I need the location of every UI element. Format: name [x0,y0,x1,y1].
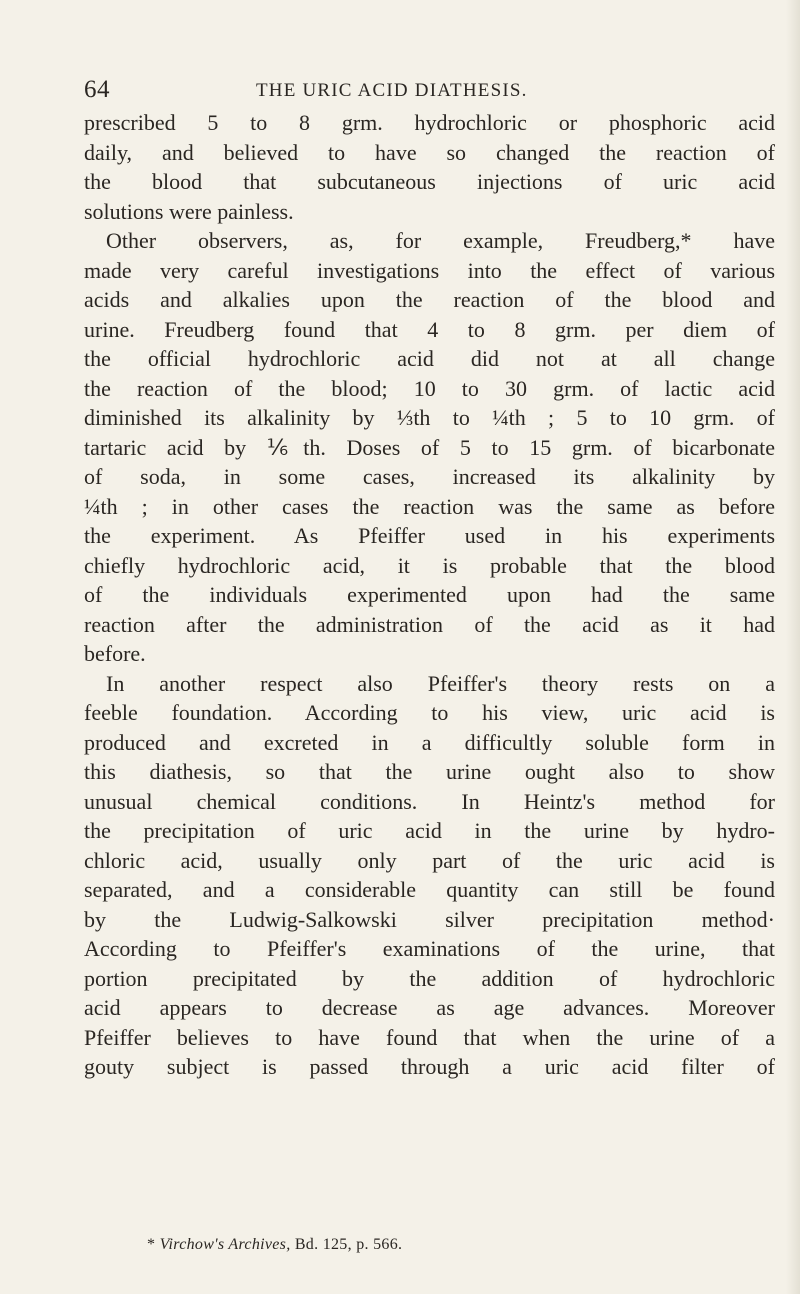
text-line: acid appears to decrease as age advances. Moreover [84,995,775,1020]
text-line: feeble foundation. According to his view, uric acid is [84,700,775,725]
text-line: In another respect also Pfeiffer's theory rests on a [106,670,775,696]
text-line: ¼th ; in other cases the reaction was the same as before [84,493,775,519]
text-line: by the Ludwig-Salkowski silver precipitation method· [84,906,775,932]
text-line: separated, and a considerable quantity can still be found [84,877,775,902]
running-title: THE URIC ACID DIATHESIS. [256,80,528,101]
text-line: gouty subject is passed through a uric acid filter of [84,1054,775,1079]
page-edge-shade [786,0,800,1294]
text-line: before. [84,641,146,666]
text-line: this diathesis, so that the urine ought also to show [84,759,775,784]
text-line: diminished its alkalinity by ⅓th to ¼th ; 5 to 10 grm. of [84,405,775,430]
page-number: 64 [84,76,110,103]
text-line: Pfeiffer believes to have found that when the urine of a [84,1024,775,1050]
text-line: unusual chemical conditions. In Heintz's method for [84,788,775,814]
text-line: urine. Freudberg found that 4 to 8 grm. per diem of [84,316,775,342]
footnote-marker: * [147,1236,156,1253]
footnote-citation: Bd. 125, p. 566. [294,1236,403,1253]
text-line: acids and alkalies upon the reaction of the blood and [84,287,775,312]
text-line: the experiment. As Pfeiffer used in his experiments [84,523,775,548]
footnote-source: Virchow's Archives, [159,1236,291,1253]
text-line: reaction after the administration of the acid as it had [84,611,775,637]
text-line: Other observers, as, for example, Freudberg,* have [106,228,775,253]
text-line: chiefly hydrochloric acid, it is probable that the blood [84,552,775,578]
text-line: the official hydrochloric acid did not at all change [84,346,775,371]
text-line: prescribed 5 to 8 grm. hydrochloric or phosphoric acid [84,110,775,135]
text-line: chloric acid, usually only part of the uric acid is [84,847,775,873]
text-line: of soda, in some cases, increased its alkalinity by [84,464,775,489]
text-line: produced and excreted in a difficultly soluble form in [84,729,775,755]
text-line: solutions were painless. [84,198,294,224]
text-line: daily, and believed to have so changed the reaction of [84,139,775,165]
running-head [84,76,774,104]
text-line: made very careful investigations into the effect of various [84,257,775,283]
text-line: tartaric acid by ⅙th. Doses of 5 to 15 grm. of bicarbonate [84,434,775,460]
text-line: the blood that subcutaneous injections of uric acid [84,169,775,194]
body-text [84,108,775,1082]
text-line: portion precipitated by the addition of hydrochloric [84,965,775,991]
text-line: of the individuals experimented upon had the same [84,582,775,607]
text-line: the precipitation of uric acid in the urine by hydro- [84,818,775,843]
text-line: the reaction of the blood; 10 to 30 grm. of lactic acid [84,375,775,401]
footnote [147,1236,402,1254]
text-line: According to Pfeiffer's examinations of the urine, that [84,936,775,961]
